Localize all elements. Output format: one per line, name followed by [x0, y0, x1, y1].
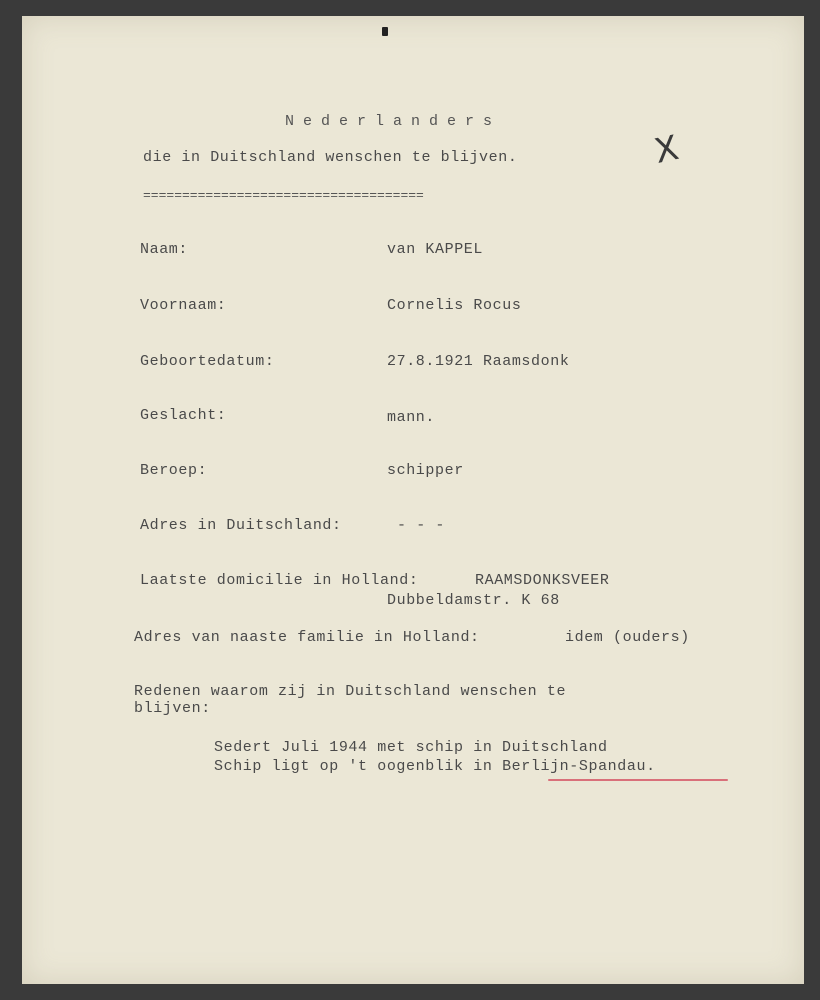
family-value: idem (ouders)	[565, 629, 690, 646]
document-title: Nederlanders	[285, 113, 502, 130]
reasons-text-line1: Sedert Juli 1944 met schip in Duitschland	[214, 739, 608, 756]
domicile-value-street: Dubbeldamstr. K 68	[387, 592, 560, 609]
punch-mark	[382, 27, 388, 36]
domicile-value-city: RAAMSDONKSVEER	[475, 572, 610, 589]
field-value-adres-duitschland: - - -	[397, 517, 446, 534]
reasons-text-place: Berlijn-Spandau.	[502, 758, 656, 775]
field-label-voornaam: Voornaam:	[140, 297, 227, 314]
red-underline	[548, 779, 728, 781]
field-label-beroep: Beroep:	[140, 462, 208, 479]
field-label-geslacht: Geslacht:	[140, 407, 227, 424]
field-label-adres-duitschland: Adres in Duitschland:	[140, 517, 342, 534]
field-value-beroep: schipper	[387, 462, 464, 479]
field-label-naam: Naam:	[140, 241, 189, 258]
field-value-geboortedatum: 27.8.1921 Raamsdonk	[387, 353, 570, 370]
field-value-voornaam: Cornelis Rocus	[387, 297, 522, 314]
reasons-label-line1: Redenen waarom zij in Duitschland wenschen te	[134, 683, 567, 700]
title-rule: ====================================	[143, 188, 424, 203]
reasons-label-line2: blijven:	[134, 700, 211, 717]
family-label: Adres van naaste familie in Holland:	[134, 629, 480, 646]
document-subtitle: die in Duitschland wenschen te blijven.	[143, 149, 518, 166]
reasons-text-prefix: Schip ligt op 't oogenblik in	[214, 758, 493, 775]
domicile-label: Laatste domicilie in Holland:	[140, 572, 419, 589]
field-label-geboortedatum: Geboortedatum:	[140, 353, 275, 370]
handwritten-x-mark: X	[651, 128, 683, 172]
field-value-geslacht: mann.	[387, 409, 436, 426]
reasons-text-line2	[214, 757, 656, 777]
field-value-naam: van KAPPEL	[387, 241, 484, 258]
